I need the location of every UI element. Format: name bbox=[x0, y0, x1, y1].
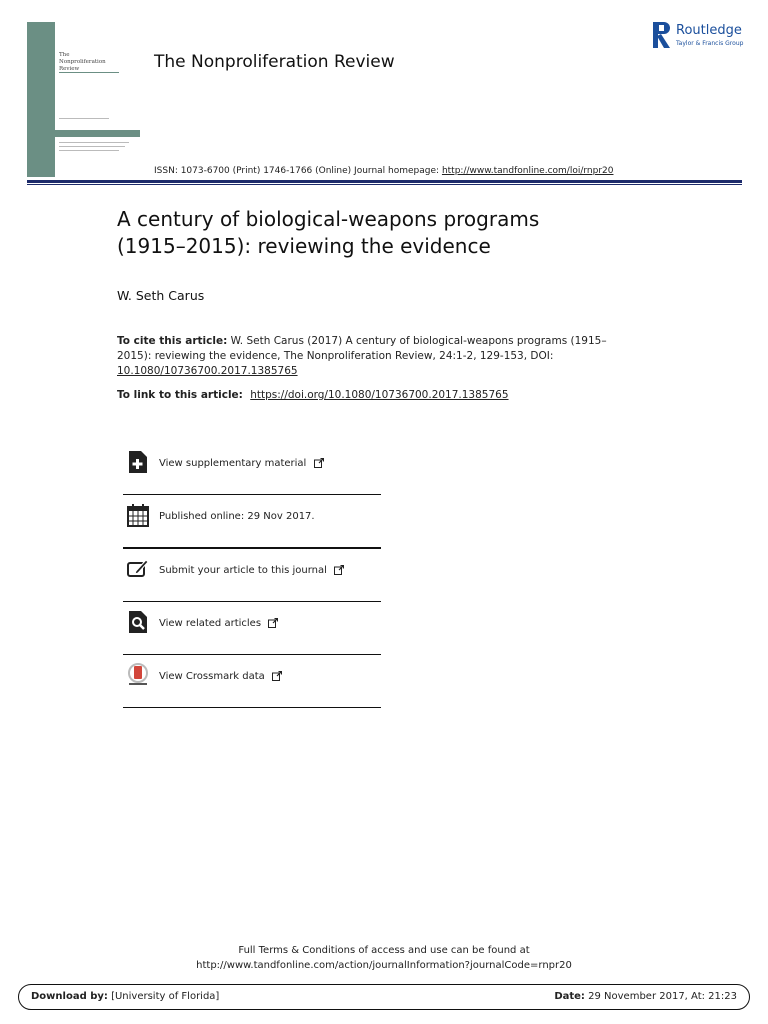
cover-fine-print bbox=[59, 150, 119, 151]
external-link-icon bbox=[334, 565, 344, 575]
external-link-icon bbox=[314, 458, 324, 468]
journal-cover-thumbnail bbox=[27, 22, 140, 177]
header-rule bbox=[27, 180, 742, 183]
terms-url[interactable]: http://www.tandfonline.com/action/journalInformation?journalCode=rnpr20 bbox=[196, 960, 572, 971]
article-title-line: (1915–2015): reviewing the evidence bbox=[117, 234, 491, 258]
article-doi-link[interactable]: https://doi.org/10.1080/10736700.2017.1385765 bbox=[250, 389, 509, 401]
cover-fine-print bbox=[59, 142, 129, 143]
related-label bbox=[159, 618, 278, 629]
journal-title: The Nonproliferation Review bbox=[154, 52, 395, 72]
article-title bbox=[117, 206, 637, 260]
issn-line bbox=[154, 166, 613, 176]
external-link-icon bbox=[272, 671, 282, 681]
search-document-icon bbox=[127, 610, 149, 634]
article-links-list bbox=[123, 442, 381, 708]
submit-label bbox=[159, 565, 344, 576]
download-info-bar bbox=[18, 984, 750, 1010]
crossmark-label bbox=[159, 671, 282, 682]
terms-line: Full Terms & Conditions of access and use can be found at bbox=[238, 945, 530, 956]
calendar-icon bbox=[127, 503, 149, 527]
routledge-logo[interactable] bbox=[653, 20, 745, 50]
download-by bbox=[31, 991, 219, 1002]
link-text: View supplementary material bbox=[159, 458, 307, 469]
terms-notice bbox=[0, 943, 768, 973]
cite-doi-link[interactable]: 10.1080/10736700.2017.1385765 bbox=[117, 365, 298, 377]
issn-text: ISSN: 1073-6700 (Print) 1746-1766 (Online) Journal homepage: bbox=[154, 166, 440, 176]
cover-band bbox=[27, 130, 140, 137]
routledge-r-icon bbox=[653, 22, 670, 48]
supplementary-label bbox=[159, 458, 324, 469]
list-item-published bbox=[123, 495, 381, 549]
published-label: Published online: 29 Nov 2017. bbox=[159, 511, 315, 522]
article-title-line: A century of biological-weapons programs bbox=[117, 207, 540, 231]
author-name: W. Seth Carus bbox=[117, 288, 205, 303]
download-label: Download by: bbox=[31, 991, 108, 1002]
cite-text: W. Seth Carus (2017) A century of biological-weapons programs (1915–2015): reviewing the evidence, The Nonproliferation Review, 24:1-2, 129-153, DOI: bbox=[117, 335, 607, 362]
cover-title-line: Nonproliferation bbox=[59, 59, 106, 65]
edit-icon bbox=[127, 557, 149, 581]
publisher-group: Taylor & Francis Group bbox=[676, 40, 744, 47]
cover-fine-print bbox=[59, 146, 125, 147]
link-text: Submit your article to this journal bbox=[159, 565, 327, 576]
download-value: [University of Florida] bbox=[111, 991, 220, 1002]
list-item-crossmark[interactable] bbox=[123, 655, 381, 708]
cover-divider bbox=[59, 72, 119, 73]
list-item-submit[interactable] bbox=[123, 549, 381, 602]
cite-label: To cite this article: bbox=[117, 335, 228, 347]
download-date bbox=[554, 991, 737, 1002]
cover-title bbox=[59, 52, 106, 73]
document-plus-icon bbox=[127, 450, 149, 474]
link-text: View Crossmark data bbox=[159, 671, 265, 682]
external-link-icon bbox=[268, 618, 278, 628]
cover-title-line: The bbox=[59, 52, 70, 58]
cover-fine-print bbox=[59, 118, 109, 119]
header-rule-thin bbox=[27, 184, 742, 185]
cover-title-line: Review bbox=[59, 66, 80, 72]
date-value: 29 November 2017, At: 21:23 bbox=[588, 991, 737, 1002]
list-item-related[interactable] bbox=[123, 602, 381, 655]
link-text: View related articles bbox=[159, 618, 262, 629]
publisher-name: Routledge bbox=[676, 23, 742, 38]
link-to-article bbox=[117, 389, 509, 401]
date-label: Date: bbox=[554, 991, 585, 1002]
crossmark-icon bbox=[127, 663, 149, 687]
list-item-supplementary[interactable] bbox=[123, 442, 381, 495]
journal-homepage-link[interactable]: http://www.tandfonline.com/loi/rnpr20 bbox=[441, 166, 614, 176]
link-label: To link to this article: bbox=[117, 389, 243, 401]
cover-side-bar bbox=[27, 22, 55, 177]
citation-block bbox=[117, 334, 637, 379]
